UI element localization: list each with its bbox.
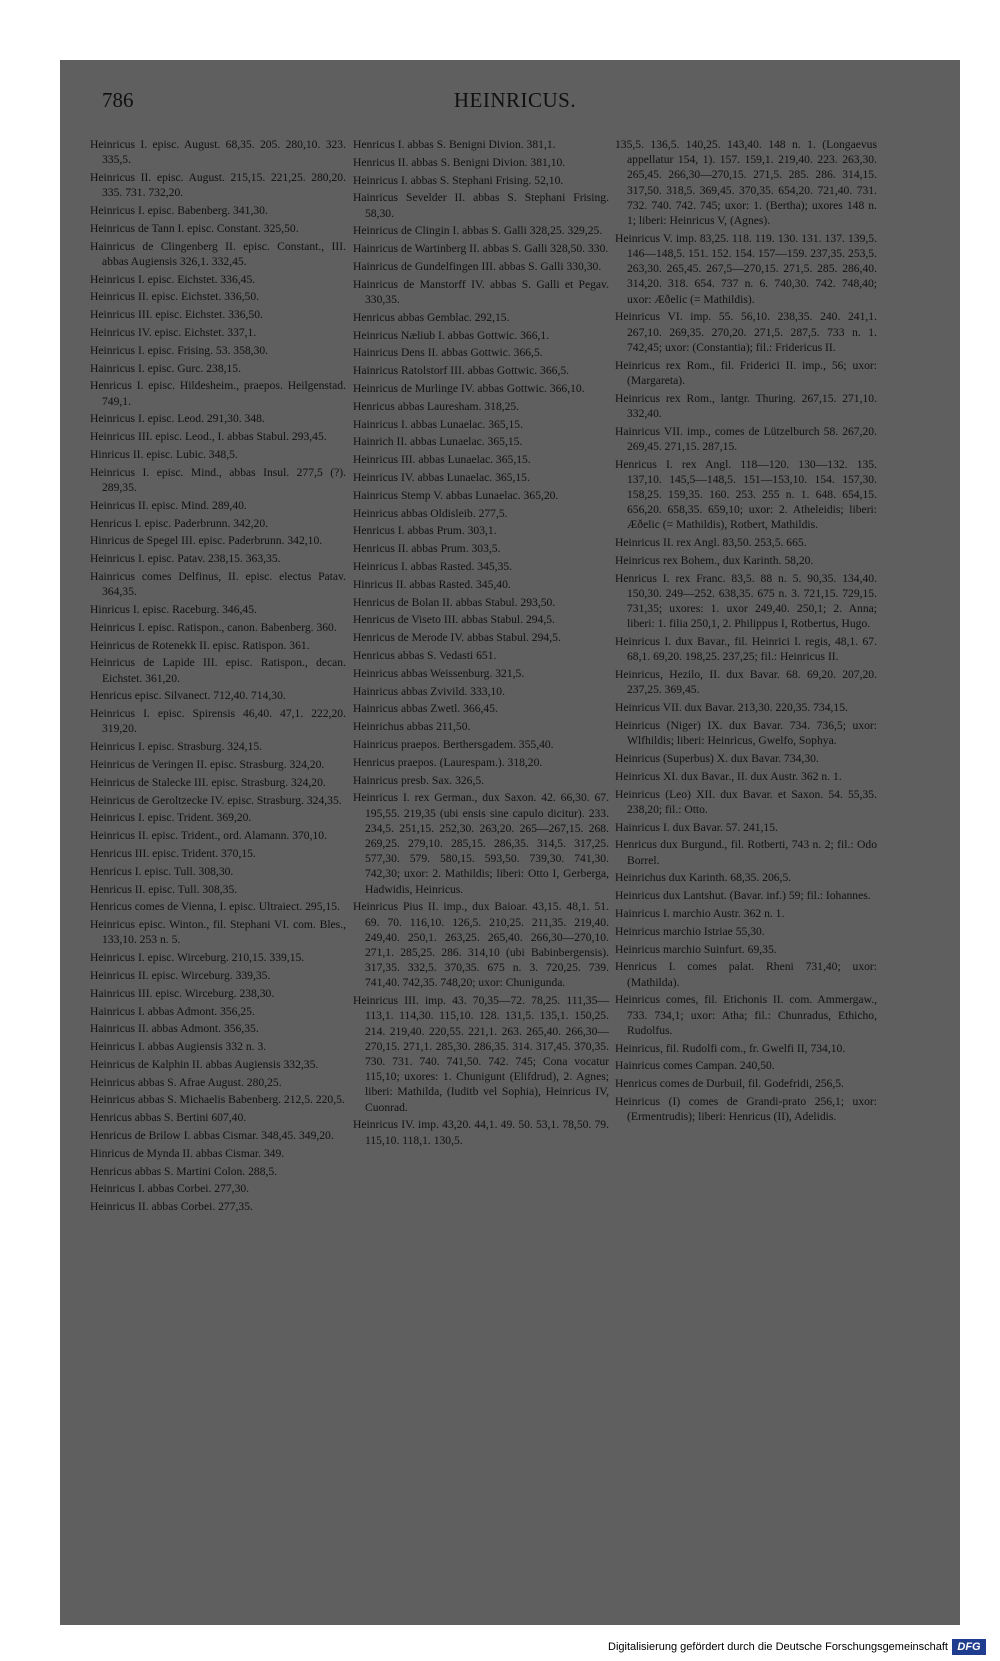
index-entry: Henricus de Merode IV. abbas Stabul. 294,5. (353, 631, 561, 645)
index-entry: Heinricus I. episc. Patav. 238,15. 363,35. (90, 552, 281, 566)
index-entry: Heinricus I. episc. Strasburg. 324,15. (90, 740, 263, 754)
index-entry: Heinricus I. rex German., dux Saxon. 42. 66,30. 67. 195,55. 219,35 (ubi ensis sine capulo dicitur). 233. 234,5. 251,15. 252,30. 263,20. 265—267,15. 268. 269,25. 279,10. 285,15. 286,35. 314,5. 317,25. 577,30. 579. 580,15. 593,50. 739,30. 741,30. 742,30; uxor: 2. Mathildis; liberi: Otto I, Gerberga, Hadwidis, Heinricus. (353, 791, 609, 896)
index-entry: Hainricus II. abbas Admont. 356,35. (90, 1022, 259, 1036)
index-entry: Heinricus IV. abbas Lunaelac. 365,15. (353, 470, 530, 484)
index-entry: Heinricus I. episc. Ratispon., canon. Babenberg. 360. (90, 620, 337, 634)
index-entry: Heinricus de Clingin I. abbas S. Galli 328,25. 329,25. (353, 224, 603, 238)
index-entry: Hinricus de Spegel III. episc. Paderbrunn. 342,10. (90, 534, 323, 548)
index-entry: Heinrichus abbas 211,50. (353, 720, 471, 734)
index-entry: Heinricus VII. dux Bavar. 213,30. 220,35. 734,15. (615, 701, 848, 715)
index-entry: Heinricus abbas Oldisleib. 277,5. (353, 506, 508, 520)
index-entry: Heinricus I. abbas Augiensis 332 n. 3. (90, 1040, 267, 1054)
index-entry: Heinricus (Superbus) X. dux Bavar. 734,30. (615, 752, 819, 766)
index-entry: Heinricus de Stalecke III. episc. Strasburg. 324,20. (90, 775, 326, 789)
index-entry: Heinricus abbas S. Michaelis Babenberg. 212,5. 220,5. (90, 1093, 345, 1107)
index-entry: Heinricus de Geroltzecke IV. episc. Strasburg. 324,35. (90, 793, 342, 807)
index-entry: Hainricus praepos. Berthersgadem. 355,40. (353, 737, 554, 751)
index-entry: Hainricus I. dux Bavar. 57. 241,15. (615, 820, 778, 834)
index-entry: Henricus I. abbas Prum. 303,1. (353, 524, 497, 538)
index-entry: Hainricus presb. Sax. 326,5. (353, 773, 485, 787)
index-entry: Heinrichus dux Karinth. 68,35. 206,5. (615, 871, 792, 885)
index-entry: Heinricus (Niger) IX. dux Bavar. 734. 736,5; uxor: Wlfhildis; liberi: Heinricus, Gwelfo, Sophya. (615, 719, 877, 748)
index-entry: Henricus abbas S. Vedasti 651. (353, 648, 497, 662)
index-entry: Heinricus rex Rom., lantgr. Thuring. 267,15. 271,10. 332,40. (615, 391, 877, 420)
index-entry: Henricus de Brilow I. abbas Cismar. 348,45. 349,20. (90, 1129, 334, 1143)
index-entry: Henricus dux Burgund., fil. Rotberti, 743 n. 2; fil.: Odo Borrel. (615, 838, 877, 867)
index-entry: Heinricus, Hezilo, II. dux Bavar. 68. 69,20. 207,20. 237,25. 369,45. (615, 668, 877, 697)
index-entry: Heinricus II. episc. August. 215,15. 221,25. 280,20. 335. 731. 732,20. (90, 171, 346, 200)
index-entry: Hainricus abbas Zwetl. 366,45. (353, 702, 498, 716)
index-entry: Heinricus de Rotenekk II. episc. Ratispon. 361. (90, 638, 310, 652)
dfg-logo: DFG (952, 1639, 986, 1655)
index-entry: Heinricus de Tann I. episc. Constant. 325,50. (90, 221, 299, 235)
index-entry: Heinricus (Leo) XII. dux Bavar. et Saxon. 54. 55,35. 238,20; fil.: Otto. (615, 787, 877, 816)
index-entry: Henricus abbas Lauresham. 318,25. (353, 399, 520, 413)
index-entry: Henricus II. episc. Tull. 308,35. (90, 882, 238, 896)
index-entry: Heinricus I. episc. Babenberg. 341,30. (90, 204, 268, 217)
index-entry: Henricus I. episc. Hildesheim., praepos. Heilgenstad. 749,1. (90, 379, 346, 408)
index-entry: Heinricus I. episc. Eichstet. 336,45. (90, 272, 256, 286)
index-entry: Heinricus Pius II. imp., dux Baioar. 43,15. 48,1. 51. 69. 70. 116,10. 126,5. 210,25. 211,35. 219,40. 249,40. 250,1. 263,25. 265,40. 266,30—270,10. 271,1. 285,25. 286. 314,10 (ubi Babinbergensis). 317,35. 332,5. 370,35. 675 n. 3. 720,25. 739. 741,40. 742,35. 748,20; uxor: Chunigunda. (353, 900, 609, 990)
index-entry: Heinricus III. episc. Eichstet. 336,50. (90, 308, 263, 322)
index-entry: Hinricus I. episc. Raceburg. 346,45. (90, 602, 257, 616)
running-head: HEINRICUS. (453, 88, 577, 112)
index-entry: Hinricus II. episc. Lubic. 348,5. (90, 447, 238, 461)
index-entry: Hainricus Ratolstorf III. abbas Gottwic. 366,5. (353, 364, 570, 378)
index-column-2 (353, 137, 609, 1150)
index-entry: Hainricus VII. imp., comes de Lützelburch 58. 267,20. 269,45. 271,15. 287,15. (615, 424, 877, 453)
index-entry: Hainricus I. abbas Admont. 356,25. (90, 1004, 255, 1018)
index-entry: Henricus I. episc. Paderbrunn. 342,20. (90, 516, 269, 530)
index-entry: Heinricus I. episc. Mind., abbas Insul. 277,5 (?). 289,35. (90, 465, 346, 494)
index-entry: Heinricus II. episc. Eichstet. 336,50. (90, 290, 260, 304)
index-entry: Hainricus de Clingenberg II. episc. Constant., III. abbas Augiensis 326,1. 332,45. (90, 239, 346, 268)
index-entry: Heinricus II. episc. Trident., ord. Alamann. 370,10. (90, 829, 327, 843)
index-entry: Henricus abbas Gemblac. 292,15. (353, 310, 510, 324)
index-entry: Heinricus abbas S. Afrae August. 280,25. (90, 1075, 282, 1089)
funding-notice: Digitalisierung gefördert durch die Deutsche Forschungsgemeinschaft (608, 1641, 948, 1653)
index-entry: Henricus comes de Vienna, I. episc. Ultraiect. 295,15. (90, 900, 340, 914)
index-entry: Henricus praepos. (Laurespam.). 318,20. (353, 755, 543, 769)
index-entry: Hainricus de Gundelfingen III. abbas S. Galli 330,30. (353, 259, 602, 273)
index-entry: Hinricus de Mynda II. abbas Cismar. 349. (90, 1146, 285, 1160)
index-entry: Hinricus II. abbas Rasted. 345,40. (353, 577, 511, 591)
index-entry: Heinricus II. episc. Wirceburg. 339,35. (90, 968, 271, 982)
index-entry: Heinricus de Lapide III. episc. Ratispon., decan. Eichstet. 361,20. (90, 656, 346, 685)
index-entry: Heinricus episc. Winton., fil. Stephani VI. com. Bles., 133,10. 253 n. 5. (90, 918, 346, 947)
index-column-3 (615, 137, 877, 1127)
index-entry: Heinricus VI. imp. 55. 56,10. 238,35. 240. 241,1. 267,10. 269,35. 270,20. 271,5. 287,5. 733 n. 1. 742,45; uxor: (Constantia); fil.: Fridericus II. (615, 310, 877, 354)
index-entry: Heinricus IV. imp. 43,20. 44,1. 49. 50. 53,1. 78,50. 79. 115,10. 118,1. 130,5. (353, 1118, 609, 1147)
index-entry: Heinricus Næliub I. abbas Gottwic. 366,1. (353, 328, 550, 342)
index-entry: Heinricus abbas Weissenburg. 321,5. (353, 666, 525, 680)
index-entry: Heinricus III. episc. Leod., I. abbas Stabul. 293,45. (90, 430, 327, 444)
index-entry: Heinricus I. episc. Leod. 291,30. 348. (90, 412, 265, 426)
index-entry: Heinricus I. dux Bavar., fil. Heinrici I. regis, 48,1. 67. 68,1. 69,20. 198,25. 237,25; fil.: Heinricus II. (615, 635, 877, 664)
index-entry: Heinricus I. episc. Wirceburg. 210,15. 339,15. (90, 951, 305, 965)
index-entry: Heinricus I. episc. Frising. 53. 358,30. (90, 343, 269, 357)
index-entry: Henricus I. rex Angl. 118—120. 130—132. 135. 137,10. 145,5—148,5. 151—153,10. 154. 157,30. 158,25. 159,35. 160. 253. 255 n. 1. 648. 654,15. 656,20. 658,35. 659,10; uxor: 2. Atheleidis; liberi: Æðelic (= Mathildis), Rotbert, Mathildis. (615, 457, 877, 532)
index-entry: Heinricus I. abbas S. Stephani Frising. 52,10. (353, 173, 564, 187)
index-entry: 135,5. 136,5. 140,25. 143,40. 148 n. 1. (Longaevus appellatur 154, 1). 157. 159,1. 219,40. 223. 263,30. 265,45. 266,30—270,15. 271,5. 285. 286. 314,15. 317,50. 318,5. 369,45. 370,35. 654,20. 721,40. 731. 732. 740. 742. 745; uxor: 1. (Bertha); uxores 148 n. 1; liberi: Heinricus V, (Agnes). (615, 138, 877, 228)
index-entry: Henricus I. abbas S. Benigni Divion. 381,1. (353, 138, 556, 151)
index-entry: Heinricus dux Lantshut. (Bavar. inf.) 59; fil.: Iohannes. (615, 889, 871, 903)
index-entry: Henricus comes de Durbuil, fil. Godefridi, 256,5. (615, 1077, 844, 1091)
footer (0, 1633, 1000, 1655)
index-entry: Hainricus I. episc. Gurc. 238,15. (90, 361, 242, 375)
index-entry: Hainricus comes Campan. 240,50. (615, 1059, 775, 1073)
index-entry: Hainricus de Wartinberg II. abbas S. Galli 328,50. 330. (353, 242, 609, 256)
index-entry: Hainricus III. episc. Wirceburg. 238,30. (90, 986, 275, 1000)
index-entry: Heinricus I. episc. Spirensis 46,40. 47,1. 222,20. 319,20. (90, 707, 346, 736)
index-entry: Heinricus I. episc. Trident. 369,20. (90, 811, 252, 825)
page-header (102, 88, 928, 128)
index-entry: Henricus I. episc. Tull. 308,30. (90, 864, 234, 878)
index-entry: Heinricus de Murlinge IV. abbas Gottwic. 366,10. (353, 381, 585, 395)
index-entry: Heinricus III. imp. 43. 70,35—72. 78,25. 111,35—113,1. 114,30. 115,10. 128. 131,5. 135,1. 150,25. 214. 219,40. 220,55. 221,1. 263. 265,40. 266,30—270,15. 271,1. 285,30. 286,35. 314. 317,45. 370,35. 730. 731. 740. 741,50. 742. 745; Cona vocatur 115,10; uxores: 1. Chunigunt (Elifdrud), 2. Agnes; liberi: Mathilda, (Iuditb vel Sophia), Heinricus IV, Cuonrad. (353, 994, 609, 1114)
index-entry: Hainricus I. abbas Lunaelac. 365,15. (353, 417, 523, 431)
index-entry: Heinricus XI. dux Bavar., II. dux Austr. 362 n. 1. (615, 769, 842, 783)
index-entry: Heinricus I. episc. August. 68,35. 205. 280,10. 323. 335,5. (90, 138, 346, 167)
index-entry: Heinricus II. episc. Mind. 289,40. (90, 498, 247, 512)
index-entry: Henricus III. episc. Trident. 370,15. (90, 846, 256, 860)
page-number: 786 (102, 88, 134, 112)
index-entry: Heinricus de Veringen II. episc. Strasburg. 324,20. (90, 757, 325, 771)
index-entry: Henricus I. comes palat. Rheni 731,40; uxor: (Mathilda). (615, 960, 877, 989)
index-entry: Heinricus (I) comes de Grandi-prato 256,1; uxor: (Ermentrudis); liberi: Henricus (II), Adelidis. (615, 1095, 877, 1124)
index-entry: Henricus II. abbas Prum. 303,5. (353, 542, 501, 556)
index-entry: Hainricus Dens II. abbas Gottwic. 366,5. (353, 346, 543, 360)
index-entry: Heinricus rex Bohem., dux Karinth. 58,20. (615, 554, 814, 568)
index-entry: Heinricus III. abbas Lunaelac. 365,15. (353, 453, 531, 467)
index-entry: Heinricus V. imp. 83,25. 118. 119. 130. 131. 137. 139,5. 146—148,5. 151. 152. 154. 157—159. 237,35. 253,5. 263,30. 265,45. 267,5—270,15. 271,5. 285. 286,40. 314,20. 318. 654. 737 n. 6. 740,30. 742. 748,40; uxor: Æðelic (= Mathildis). (615, 231, 877, 306)
index-entry: Heinricus IV. episc. Eichstet. 337,1. (90, 325, 257, 339)
index-entry: Hainrich II. abbas Lunaelac. 365,15. (353, 435, 523, 449)
index-entry: Henricus abbas S. Martini Colon. 288,5. (90, 1164, 278, 1178)
index-column-1 (90, 137, 346, 1217)
index-entry: Hainricus Stemp V. abbas Lunaelac. 365,20. (353, 488, 559, 502)
index-entry: Hainricus I. marchio Austr. 362 n. 1. (615, 907, 785, 921)
index-entry: Henricus de Bolan II. abbas Stabul. 293,50. (353, 595, 556, 609)
index-entry: Hainricus comes Delfinus, II. episc. electus Patav. 364,35. (90, 569, 346, 599)
index-entry: Henricus de Viseto III. abbas Stabul. 294,5. (353, 613, 555, 627)
scanned-page (60, 60, 960, 1625)
index-entry: Henricus II. abbas S. Benigni Divion. 381,10. (353, 155, 566, 169)
index-entry: Heinricus marchio Suinfurt. 69,35. (615, 942, 777, 956)
index-entry: Heinricus de Kalphin II. abbas Augiensis 332,35. (90, 1057, 319, 1071)
index-entry: Heinricus, fil. Rudolfi com., fr. Gwelfi II, 734,10. (615, 1041, 846, 1055)
index-entry: Hainricus abbas Zvivild. 333,10. (353, 684, 505, 698)
index-entry: Hainricus de Manstorff IV. abbas S. Galli et Pegav. 330,35. (353, 277, 609, 306)
index-entry: Heinricus I. abbas Rasted. 345,35. (353, 559, 513, 573)
index-entry: Heinricus marchio Istriae 55,30. (615, 924, 765, 938)
index-entry: Heinricus comes, fil. Etichonis II. com. Ammergaw., 733. 734,1; uxor: Atha; fil.: Chunradus, Ethicho, Rudolfus. (615, 993, 877, 1037)
index-entry: Henricus episc. Silvanect. 712,40. 714,30. (90, 689, 286, 703)
index-entry: Henricus abbas S. Bertini 607,40. (90, 1111, 247, 1125)
index-entry: Hainricus Sevelder II. abbas S. Stephani Frising. 58,30. (353, 191, 609, 220)
index-entry: Heinricus I. abbas Corbei. 277,30. (90, 1182, 250, 1196)
index-entry: Heinricus II. abbas Corbei. 277,35. (90, 1200, 253, 1214)
index-entry: Heinricus rex Rom., fil. Friderici II. imp., 56; uxor: (Margareta). (615, 358, 877, 387)
index-entry: Heinricus II. rex Angl. 83,50. 253,5. 665. (615, 536, 807, 550)
index-entry: Henricus I. rex Franc. 83,5. 88 n. 5. 90,35. 134,40. 150,30. 249—252. 638,35. 675 n. 3. 721,15. 729,15. 731,35; uxores: 1. uxor 249,40. 250,1; 2. Anna; liberi: 1. filia 250,1, 2. Philippus I, Rotbertus, Hugo. (615, 571, 877, 631)
